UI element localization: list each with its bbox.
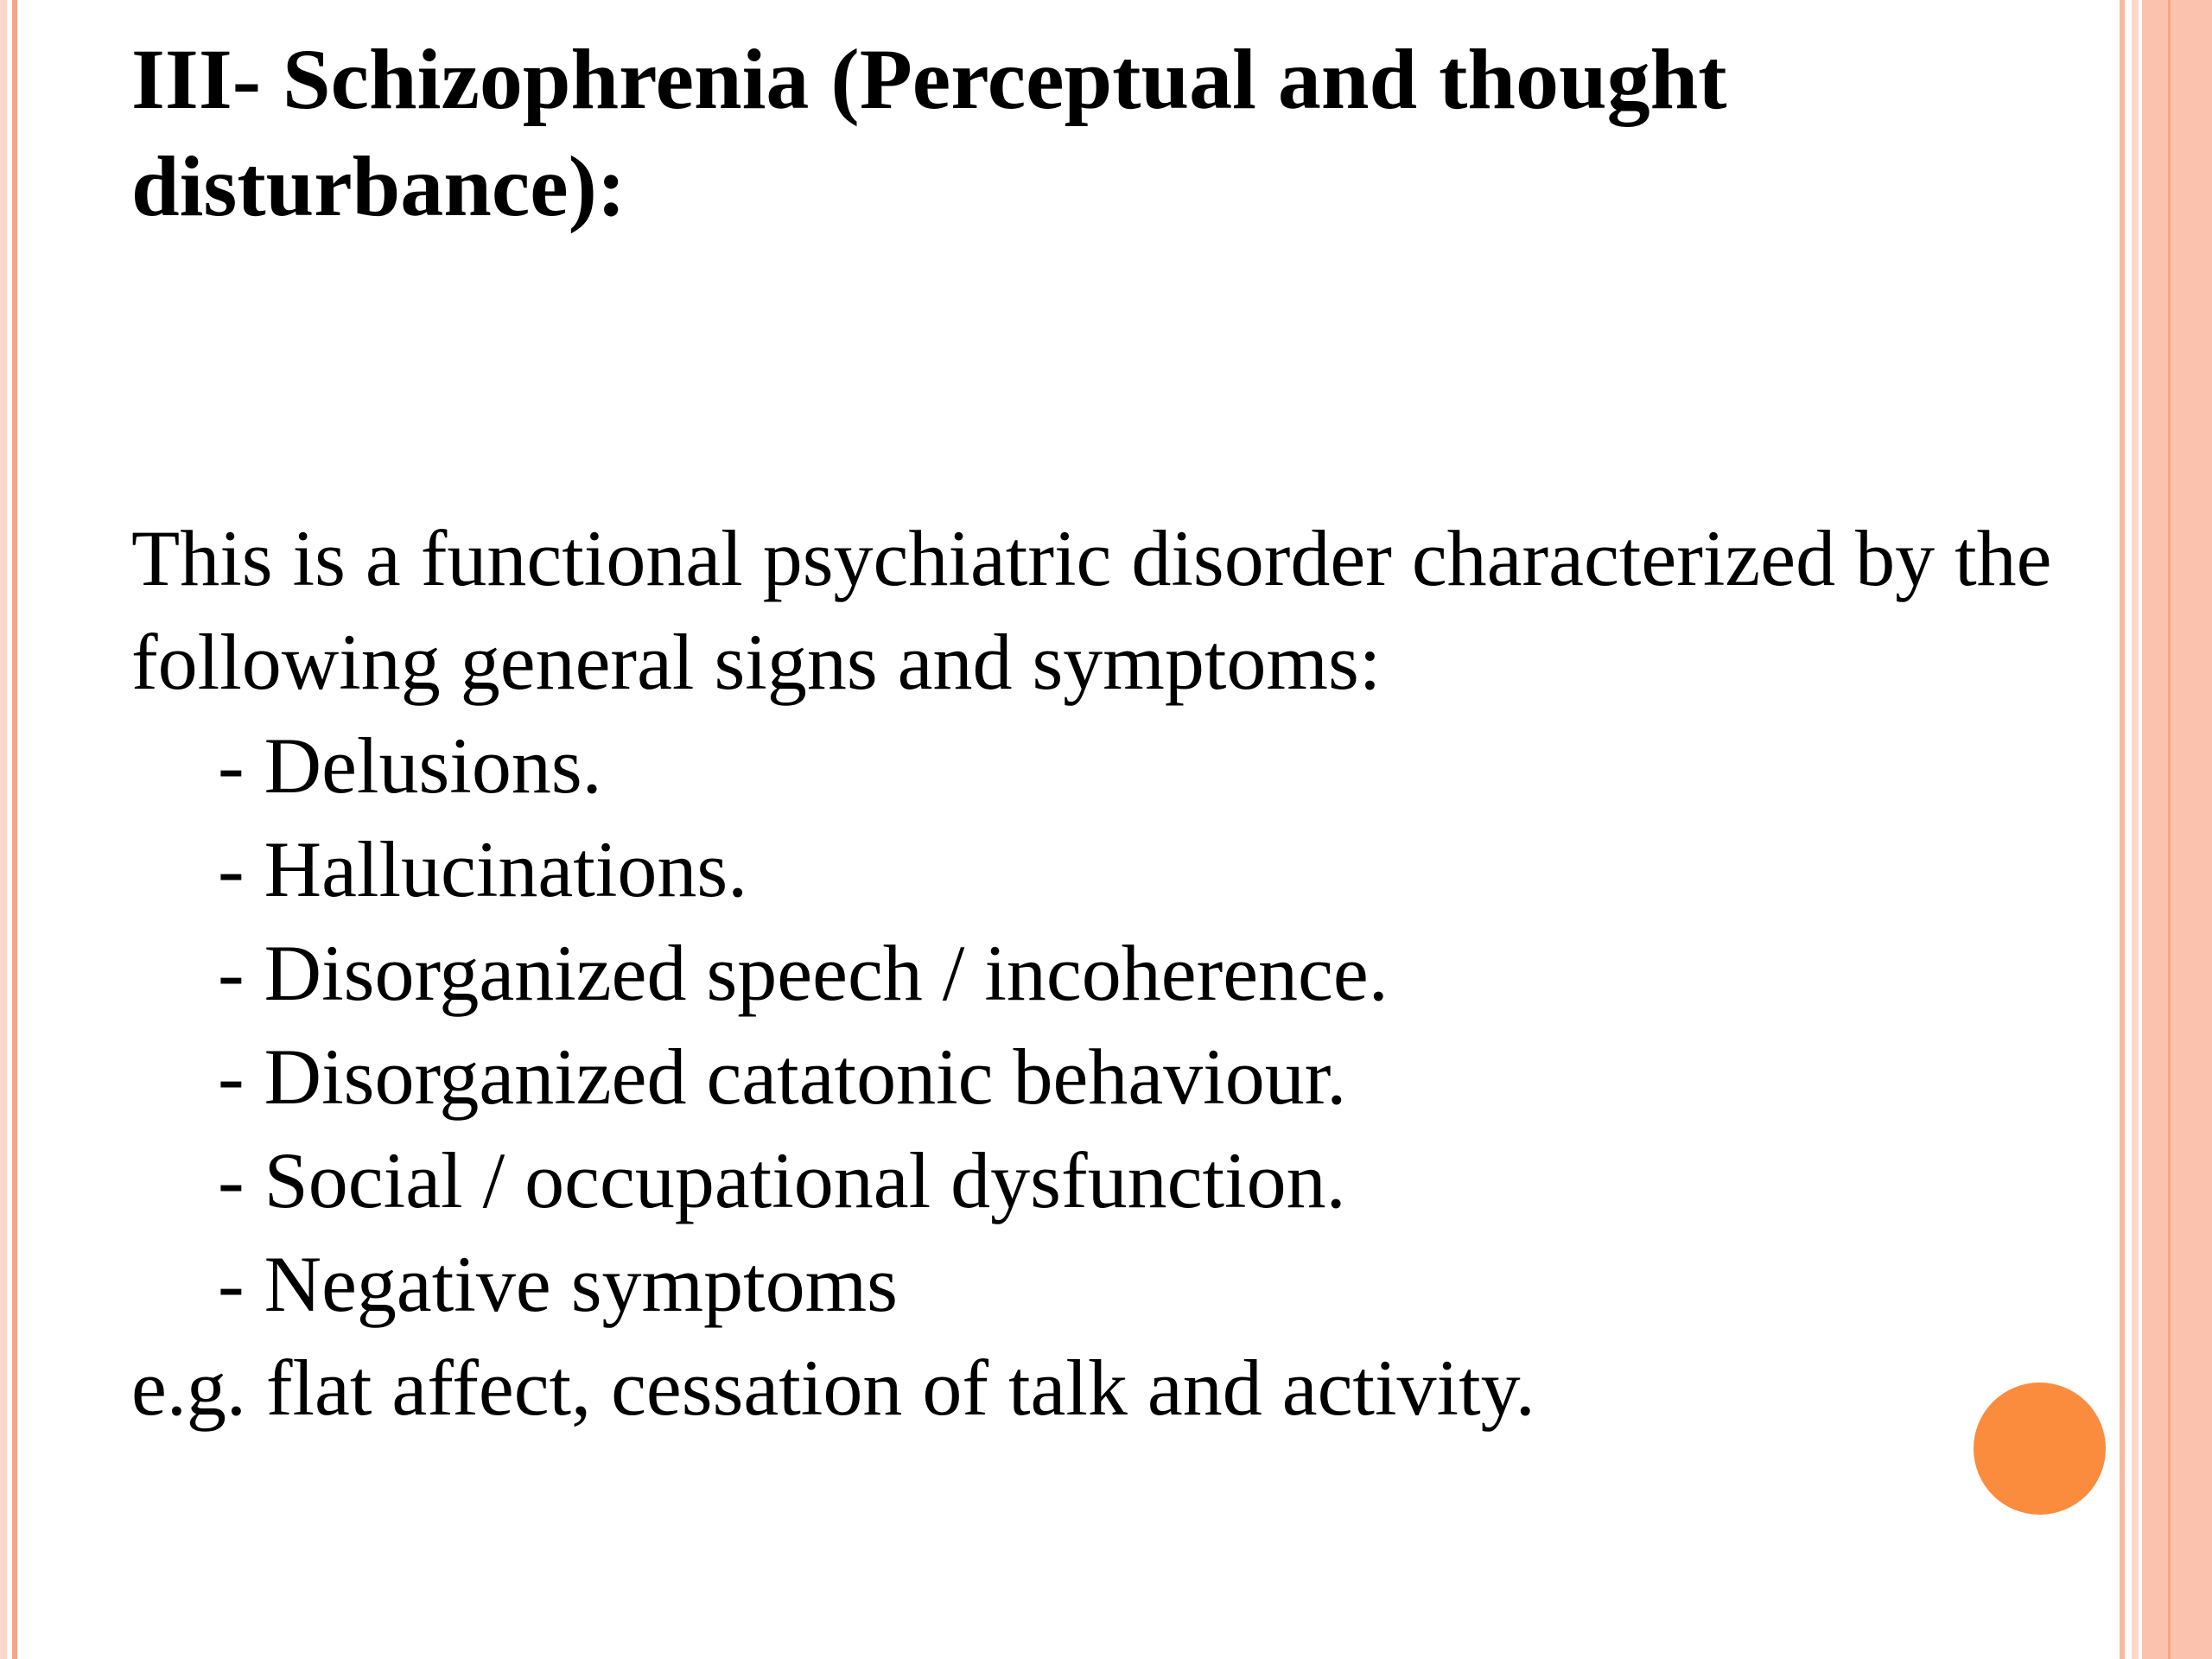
symptom-item-catatonic-behaviour: - Disorganized catatonic behaviour. [218,1033,1347,1121]
symptom-item-social-dysfunction: - Social / occupational dysfunction. [218,1136,1346,1224]
right-border-thin-line [2120,0,2125,1659]
right-border-light-band [2132,0,2139,1659]
symptom-list [131,714,2084,1336]
symptom-item-delusions: - Delusions. [218,721,602,810]
right-decorative-border [2113,0,2212,1659]
orange-circle-decoration [1974,1382,2106,1515]
symptom-item-negative-symptoms: - Negative symptoms [218,1240,898,1328]
right-border-wide-band [2142,0,2212,1659]
slide-title: III- Schizophrenia (Perceptual and thought disturbance): [131,31,1727,234]
slide-content [131,26,2084,1440]
example-text: e.g. flat affect, cessation of talk and activity. [131,1344,1535,1432]
left-decorative-border [0,0,26,1659]
left-border-band-outer [0,0,7,1659]
symptom-item-hallucinations: - Hallucinations. [218,825,748,913]
intro-paragraph: This is a functional psychiatric disorder characterized by the following general signs and symptoms: [131,514,2052,706]
symptom-item-disorganized-speech: - Disorganized speech / incoherence. [218,929,1389,1017]
left-border-band-inner [12,0,17,1659]
